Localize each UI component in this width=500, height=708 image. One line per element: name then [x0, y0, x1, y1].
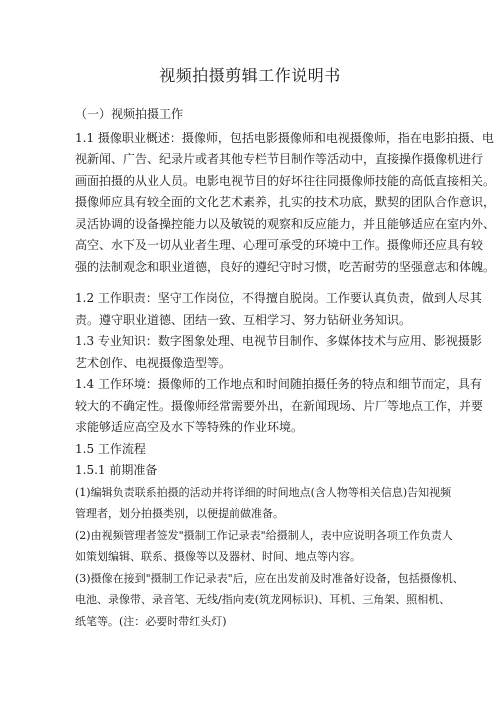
sub-subsection-heading: 1.5.1 前期准备: [75, 463, 158, 477]
text-line: 求能够适应高空及水下等特殊的作业环境。: [75, 420, 304, 434]
document-body: [75, 104, 496, 632]
text-line: 如策划编辑、联系、摄像等以及器材、时间、地点等内容。: [75, 550, 361, 563]
step-3: [75, 568, 464, 633]
text-line: 1.4 工作环境：摄像师的工作地点和时间随拍摄任务的特点和细节而定，具有: [75, 377, 482, 391]
text-line: 灵活协调的设备操控能力以及敏锐的观察和反应能力，并且能够适应在室内外、: [75, 216, 496, 231]
text-line: 高空、水下及一切从业者生理、心理可承受的环境中工作。摄像师还应具有较: [75, 238, 484, 252]
text-line: 电池、录像带、录音笔、无线/指向麦(筑龙网标识)、耳机、三角架、照相机、: [75, 593, 451, 606]
step-1: [75, 482, 452, 525]
text-line: 1.1 摄像职业概述：摄像师，包括电影摄像师和电视摄像师，指在电影拍摄、电: [75, 130, 494, 145]
text-line: 视新闻、广告、纪录片或者其他专栏节目制作等活动中，直接操作摄像机进行: [75, 152, 484, 166]
text-line: (3)摄像在接到"摄制工作记录表"后，应在出发前及时准备好设备，包括摄像机、: [75, 571, 464, 585]
paragraph-1-3: [75, 331, 482, 374]
text-line: (2)由视频管理者签发"摄制工作记录表"给摄制人，表中应说明各项工作负责人: [75, 528, 453, 542]
paragraph-1-1: [75, 128, 496, 279]
text-line: 摄像师应具有较全面的文化艺术素养，扎实的技术功底，默契的团队合作意识，: [75, 195, 496, 209]
text-line: 管理者，划分拍摄类别，以便提前做准备。: [75, 507, 284, 520]
subsection-heading: 1.5 工作流程: [75, 441, 146, 456]
paragraph-1-2: [75, 288, 482, 331]
section-heading: （一）视频拍摄工作: [75, 107, 184, 121]
step-2: [75, 525, 453, 568]
page-title: 视频拍摄剪辑工作说明书: [159, 66, 341, 85]
text-line: (1)编辑负责联系拍摄的活动并将详细的时间地点(含人物等相关信息)告知视频: [75, 485, 452, 499]
text-line: 纸笔等。(注：必要时带红头灯): [75, 614, 227, 628]
text-line: 责。遵守职业道德、团结一致、互相学习、努力钻研业务知识。: [75, 312, 412, 327]
text-line: 1.3 专业知识：数字图象处理、电视节目制作、多媒体技术与应用、影视摄影: [75, 334, 482, 348]
paragraph-1-4: [75, 374, 484, 439]
text-line: 较大的不确定性。摄像师经常需要外出，在新闻现场、片厂等地点工作，并要: [75, 398, 484, 413]
text-line: 画面拍摄的从业人员。电影电视节目的好坏往往同摄像师技能的高低直接相关。: [75, 173, 496, 188]
text-line: 强的法制观念和职业道德，良好的遵纪守时习惯，吃苦耐劳的坚强意志和体魄。: [75, 259, 496, 274]
text-line: 1.2 工作职责：坚守工作岗位，不得擅自脱岗。工作要认真负责，做到人尽其: [75, 291, 482, 305]
text-line: 艺术创作、电视摄像造型等。: [75, 355, 232, 370]
